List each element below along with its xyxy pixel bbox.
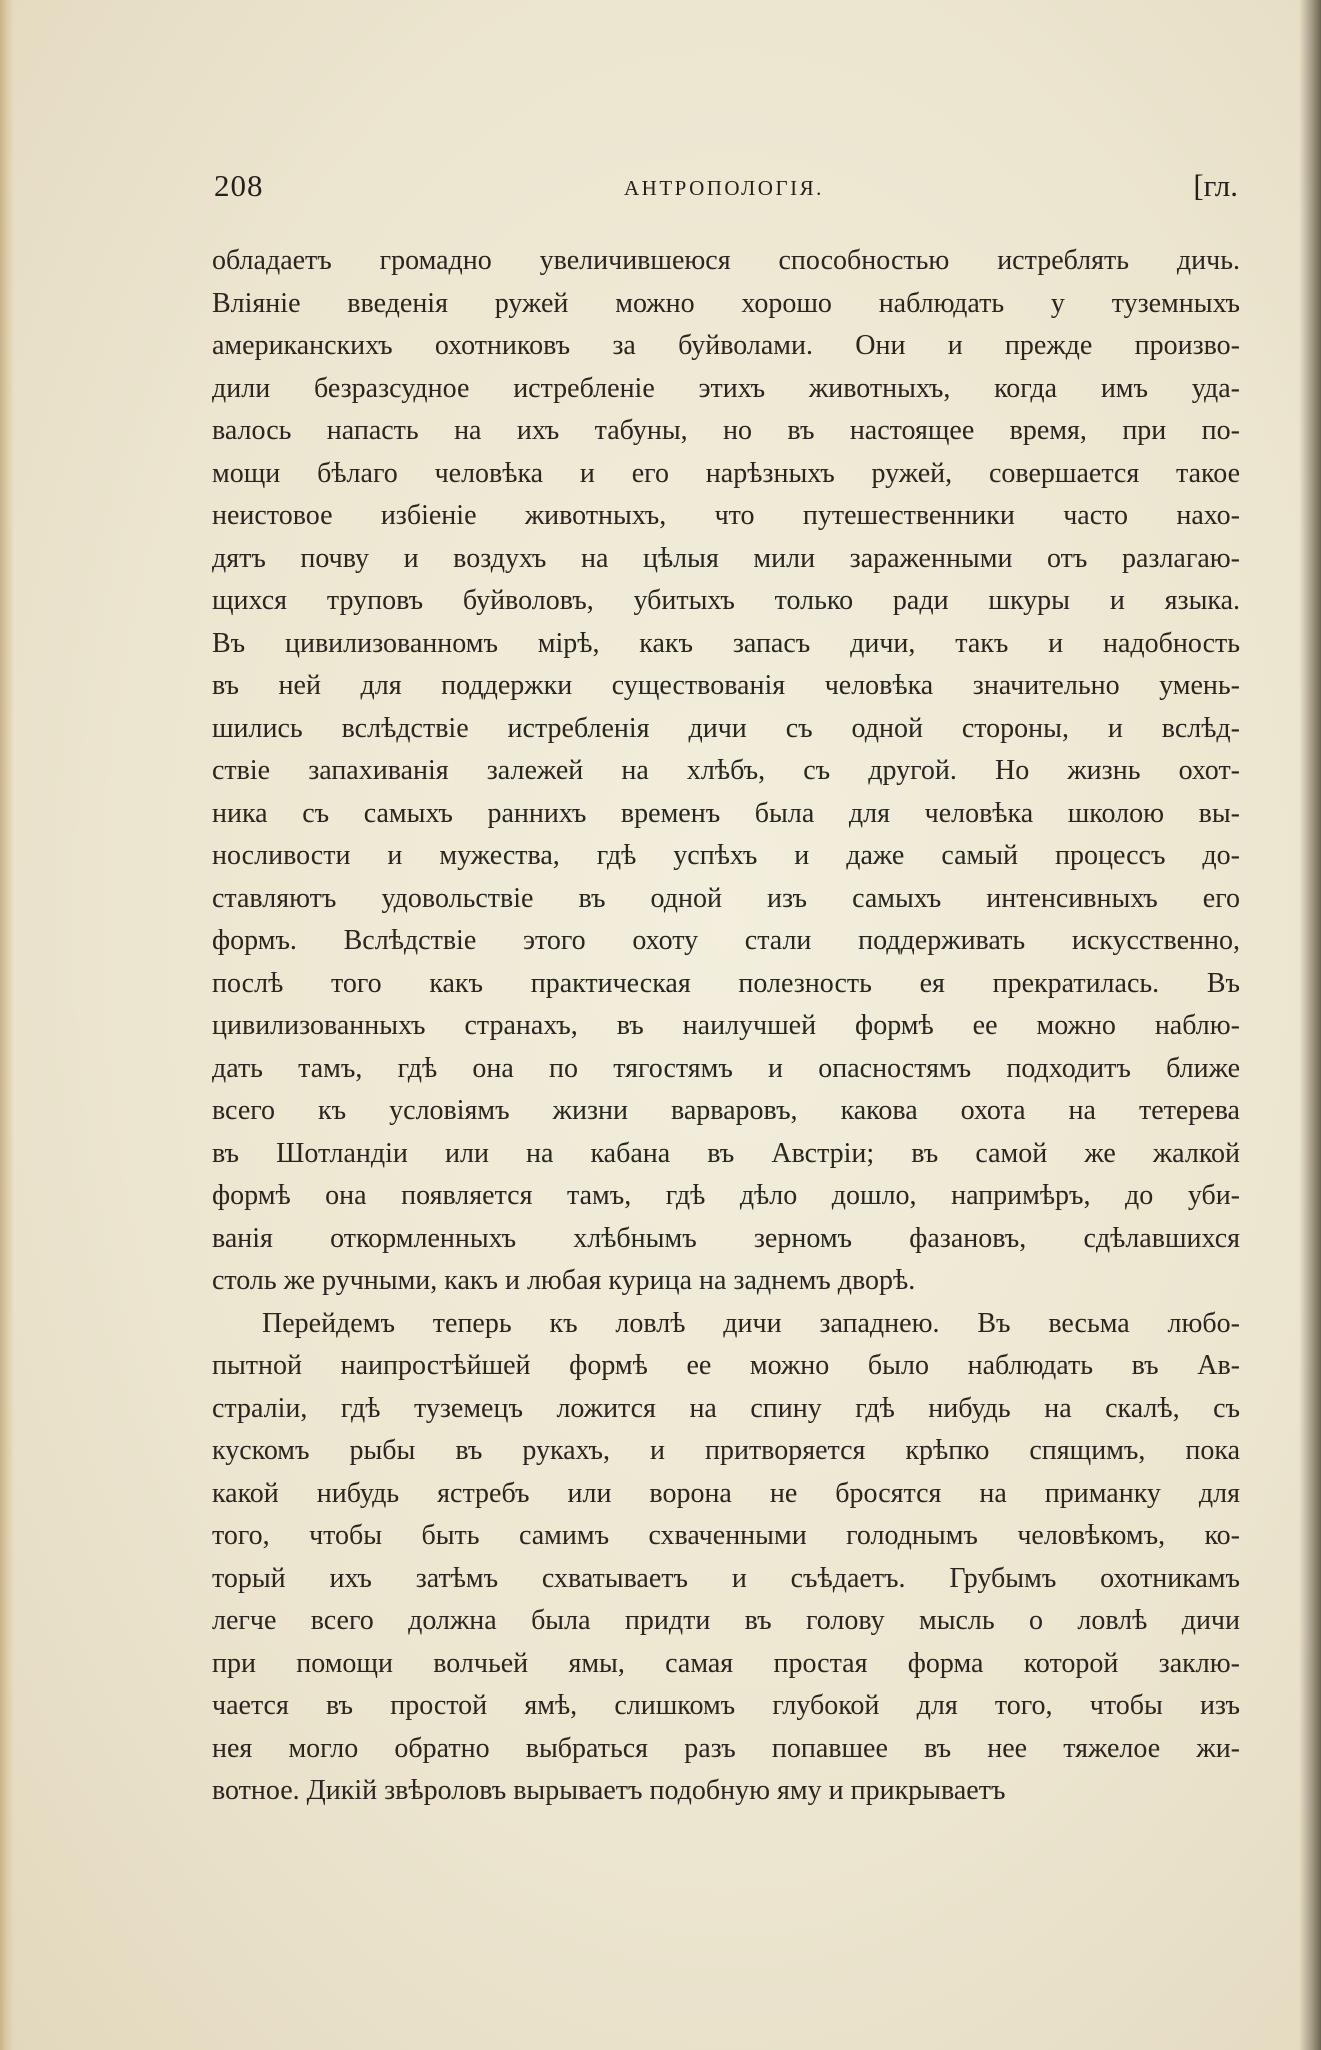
text-line: страліи, гдѣ туземецъ ложится на спину гдѣ нибудь на скалѣ, съ <box>212 1392 1240 1424</box>
text-line: носливости и мужества, гдѣ успѣхъ и даже самый процессъ до- <box>212 840 1240 871</box>
text-line: кускомъ рыбы въ рукахъ, и притворяется крѣпко спящимъ, пока <box>212 1435 1240 1466</box>
text-line: дятъ почву и воздухъ на цѣлыя мили зараженными отъ разлагаю- <box>212 542 1240 574</box>
paragraph <box>212 240 1240 1303</box>
text-line: формѣ она появляется тамъ, гдѣ дѣло дошло, напримѣръ, до уби- <box>212 1180 1240 1211</box>
text-line: Перейдемъ теперь къ ловлѣ дичи западнею. Въ весьма любо- <box>262 1307 1240 1339</box>
paragraph <box>212 1303 1240 1813</box>
text-line: послѣ того какъ практическая полезность ея прекратилась. Въ <box>212 967 1240 999</box>
text-line: ствіе запахиванія залежей на хлѣбъ, съ другой. Но жизнь охот- <box>212 755 1240 786</box>
text-line: того, чтобы быть самимъ схваченными голоднымъ человѣкомъ, ко- <box>212 1520 1240 1551</box>
page-right-edge <box>1299 0 1321 2050</box>
chapter-marker: [гл. <box>1193 168 1238 203</box>
text-line: при помощи волчьей ямы, самая простая форма которой заклю- <box>212 1647 1240 1679</box>
text-line: ника съ самыхъ раннихъ временъ была для человѣка школою вы- <box>212 797 1240 829</box>
text-line: валось напасть на ихъ табуны, но въ настоящее время, при по- <box>212 415 1240 446</box>
body-text <box>212 240 1240 1813</box>
text-line: обладаетъ громадно увеличившеюся способностью истреблять дичь. <box>212 245 1240 276</box>
text-line: чается въ простой ямѣ, слишкомъ глубокой для того, чтобы изъ <box>212 1690 1240 1721</box>
text-line: мощи бѣлаго человѣка и его нарѣзныхъ ружей, совершается такое <box>212 457 1240 489</box>
text-line: вотное. Дикій звѣроловъ вырываетъ подобную яму и прикрываетъ <box>212 1775 1006 1806</box>
text-line: какой нибудь ястребъ или ворона не бросятся на приманку для <box>212 1477 1240 1509</box>
text-line: торый ихъ затѣмъ схватываетъ и съѣдаетъ. Грубымъ охотникамъ <box>212 1562 1240 1594</box>
text-line: нея могло обратно выбраться разъ попавшее въ нее тяжелое жи- <box>212 1732 1240 1764</box>
text-line: дать тамъ, гдѣ она по тягостямъ и опасностямъ подходитъ ближе <box>212 1052 1240 1084</box>
text-line: столь же ручными, какъ и любая курица на заднемъ дворѣ. <box>212 1265 916 1296</box>
text-line: американскихъ охотниковъ за буйволами. Они и прежде произво- <box>212 330 1240 361</box>
running-title: АНТРОПОЛОГІЯ. <box>624 176 824 200</box>
page-number: 208 <box>214 168 264 203</box>
text-line: Вліяніе введенія ружей можно хорошо наблюдать у туземныхъ <box>212 287 1240 319</box>
text-line: неистовое избіеніе животныхъ, что путешественники часто нахо- <box>212 500 1240 531</box>
text-line: легче всего должна была придти въ голову мысль о ловлѣ дичи <box>212 1605 1240 1636</box>
text-line: ванія откормленныхъ хлѣбнымъ зерномъ фазановъ, сдѣлавшихся <box>212 1222 1240 1254</box>
text-line: пытной наипростѣйшей формѣ ее можно было наблюдать въ Ав- <box>212 1350 1240 1381</box>
text-line: Въ цивилизованномъ мірѣ, какъ запасъ дичи, такъ и надобность <box>212 627 1240 659</box>
text-line: въ Шотландіи или на кабана въ Австріи; въ самой же жалкой <box>212 1137 1240 1169</box>
text-line: дили безразсудное истребленіе этихъ животныхъ, когда имъ уда- <box>212 372 1240 404</box>
running-head <box>214 168 1238 212</box>
page-left-edge <box>0 0 14 2050</box>
text-line: цивилизованныхъ странахъ, въ наилучшей формѣ ее можно наблю- <box>212 1010 1240 1041</box>
text-line: въ ней для поддержки существованія человѣка значительно умень- <box>212 670 1240 701</box>
text-line: всего къ условіямъ жизни варваровъ, какова охота на тетерева <box>212 1095 1240 1126</box>
text-line: шились вслѣдствіе истребленія дичи съ одной стороны, и вслѣд- <box>212 712 1240 744</box>
text-line: щихся труповъ буйволовъ, убитыхъ только ради шкуры и языка. <box>212 585 1240 616</box>
text-line: ставляютъ удовольствіе въ одной изъ самыхъ интенсивныхъ его <box>212 882 1240 914</box>
text-line: формъ. Вслѣдствіе этого охоту стали поддерживать искусственно, <box>212 925 1240 956</box>
